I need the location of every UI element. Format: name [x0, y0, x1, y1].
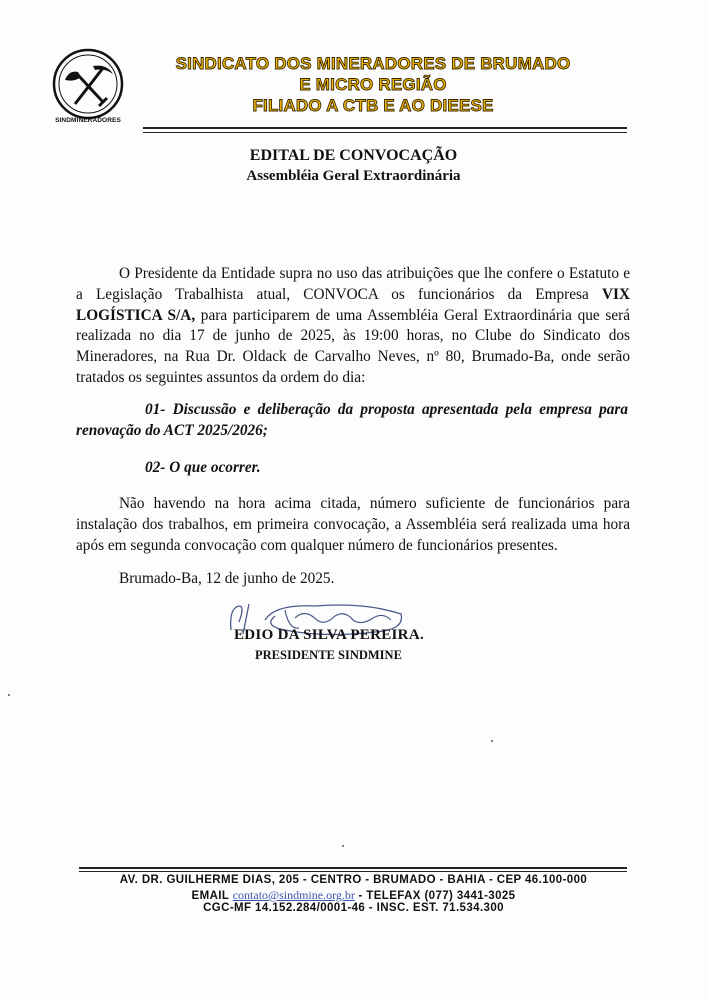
union-affiliation: FILIADO A CTB E AO DIEESE: [252, 96, 494, 115]
company-name: VIX LOGÍSTICA S/A,: [76, 285, 630, 324]
union-name-line2: E MICRO REGIÃO: [299, 75, 447, 94]
scan-speck: [342, 845, 344, 847]
paragraph-text-b: para participarem de uma Assembléia Geral Extraordinária que será realizada no dia 17 de junho de 2025, às 19:00 horas, no Clube do Sindicato dos Mineradores, na Rua Dr. Oldack de Carvalho Neves, nº 80, Brumado-Ba, onde serão tratados os seguintes assuntos da ordem do dia:: [76, 306, 630, 386]
union-name-line1: SINDICATO DOS MINERADORES DE BRUMADO: [175, 54, 571, 73]
scan-speck: [491, 740, 493, 742]
agenda-item-2: 02- O que ocorrer.: [145, 459, 261, 476]
document-subtitle: Assembléia Geral Extraordinária: [246, 168, 461, 184]
paragraph-text-a: O Presidente da Entidade supra no uso das atribuições que lhe confere o Estatuto e a Legislação Trabalhista atual, CONVOCA os funcionários da Empresa: [76, 265, 630, 303]
signer-name: EDIO DA SILVA PEREIRA.: [234, 627, 424, 643]
agenda-item-1: 01- Discussão e deliberação da proposta apresentada pela empresa para renovação do ACT 2025/2026;: [76, 401, 628, 439]
document-date: Brumado-Ba, 12 de junho de 2025.: [119, 570, 335, 587]
footer-address: AV. DR. GUILHERME DIAS, 205 - CENTRO - BRUMADO - BAHIA - CEP 46.100-000: [119, 874, 588, 886]
header-rule-thin: [143, 132, 627, 133]
email-link[interactable]: contato@sindmine.org.br: [232, 888, 355, 902]
scan-speck: [8, 694, 10, 696]
footer-rule: [79, 867, 627, 869]
document-title: EDITAL DE CONVOCAÇÃO: [249, 147, 458, 164]
phone-number: - TELEFAX (077) 3441-3025: [358, 890, 516, 902]
convocation-paragraph: [76, 264, 630, 389]
email-label: EMAIL: [191, 890, 230, 902]
footer-contact: [0, 888, 707, 903]
header-rule: [143, 127, 627, 129]
footer-registry: CGC-MF 14.152.284/0001-46 - INSC. EST. 71.534.300: [203, 902, 504, 914]
footer-rule-thin: [79, 871, 627, 872]
logo-label: SINDMINERADORES: [55, 117, 121, 124]
union-logo: [51, 48, 125, 128]
signer-role: PRESIDENTE SINDMINE: [255, 648, 402, 662]
quorum-paragraph: Não havendo na hora acima citada, número suficiente de funcionários para instalação dos trabalhos, em primeira convocação, a Assembléia será realizada uma hora após em segunda convocação com qualquer número de funcionários presentes.: [76, 495, 630, 554]
